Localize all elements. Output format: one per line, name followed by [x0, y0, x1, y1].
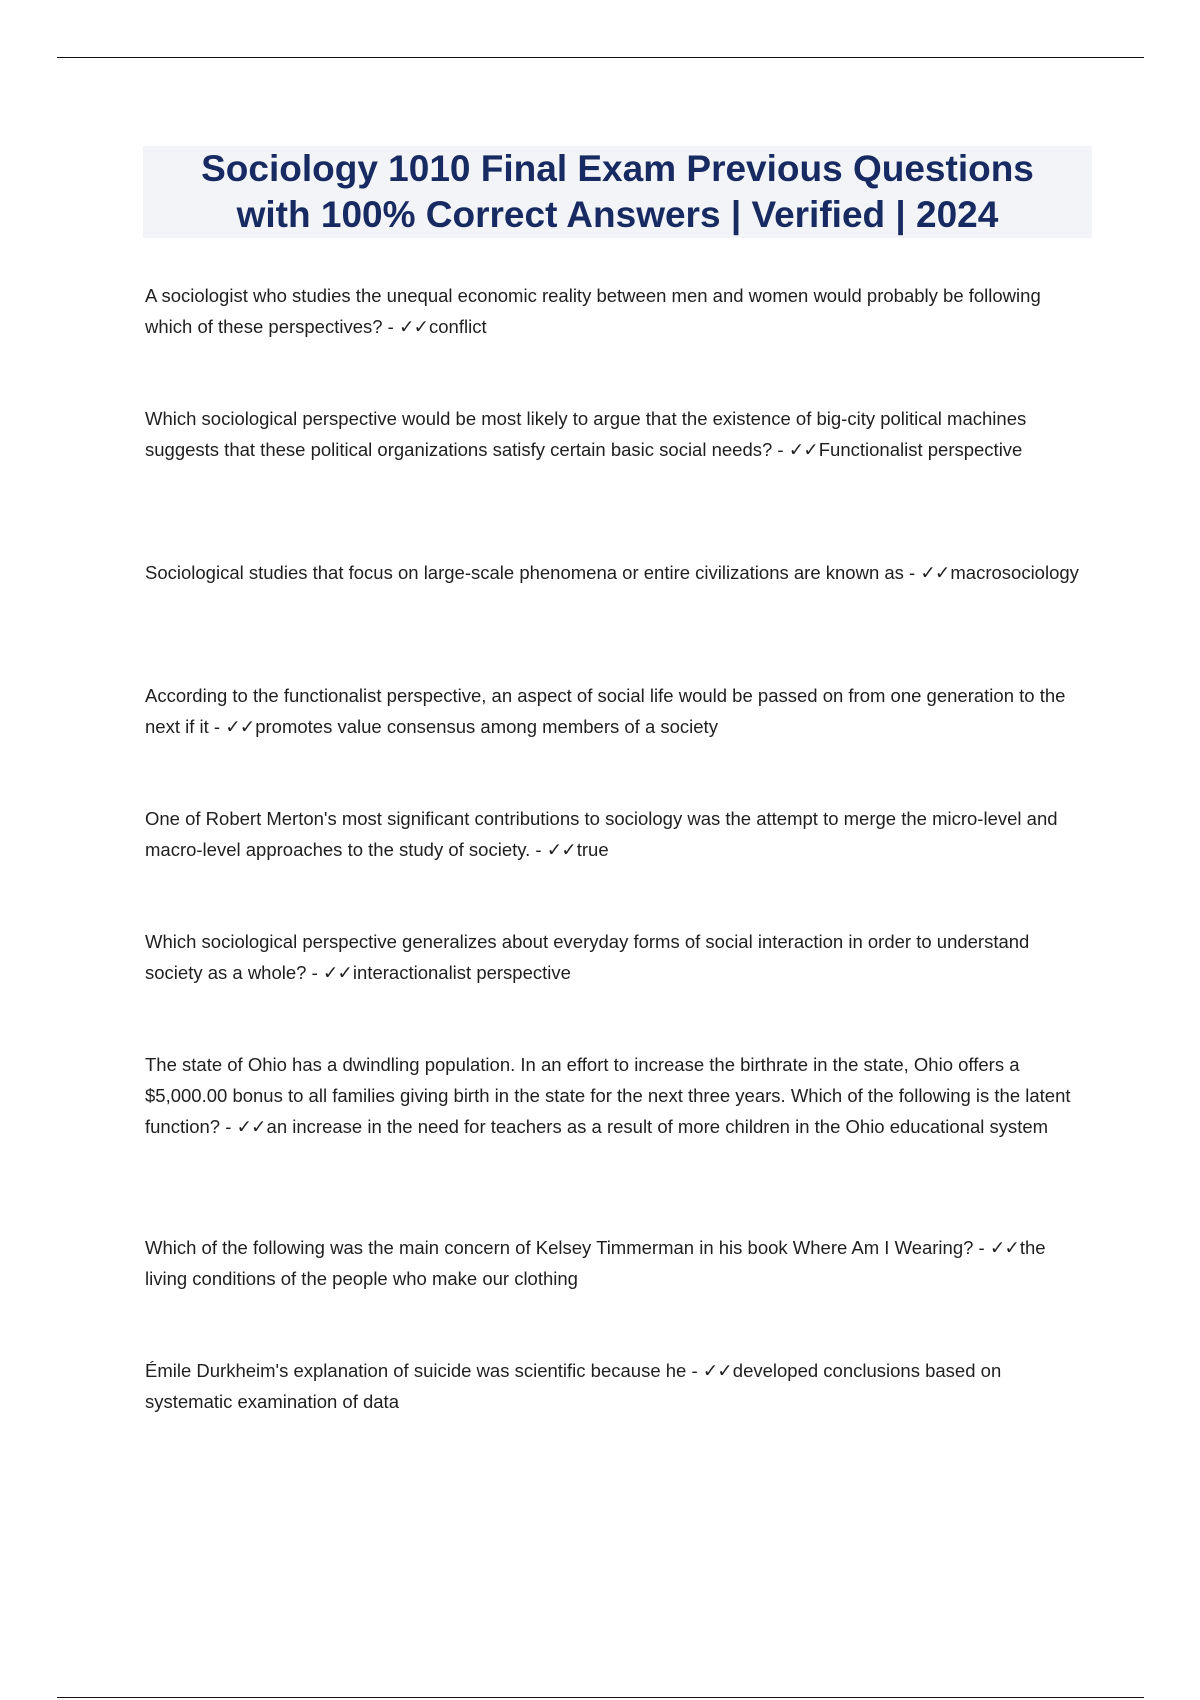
- question-text: One of Robert Merton's most significant contributions to sociology was the attempt to merge the micro-level and macro-level approaches to the study of society. -: [145, 808, 1058, 860]
- document-title: [201, 146, 1034, 238]
- question-text: According to the functionalist perspective, an aspect of social life would be passed on from one generation to the next if it -: [145, 685, 1066, 737]
- qa-item: [145, 1355, 1085, 1417]
- question-text: A sociologist who studies the unequal economic reality between men and women would probably be following which of these perspectives? -: [145, 285, 1041, 337]
- title-line-1: Sociology 1010 Final Exam Previous Questions: [201, 148, 1034, 189]
- answer-text: macrosociology: [950, 562, 1079, 583]
- qa-item: [145, 803, 1085, 865]
- answer-text: developed conclusions based on systematic examination of data: [145, 1360, 1002, 1412]
- double-check-icon: ✓✓: [546, 839, 576, 860]
- qa-item: [145, 926, 1085, 988]
- question-text: Émile Durkheim's explanation of suicide was scientific because he -: [145, 1360, 703, 1381]
- answer-text: an increase in the need for teachers as a result of more children in the Ohio educational system: [266, 1116, 1049, 1137]
- answer-text: conflict: [429, 316, 487, 337]
- answer-text: promotes value consensus among members of a society: [255, 716, 718, 737]
- double-check-icon: ✓✓: [225, 716, 255, 737]
- answer-text: the living conditions of the people who make our clothing: [145, 1237, 1046, 1289]
- title-banner: [143, 146, 1092, 238]
- answer-text: interactionalist perspective: [352, 962, 571, 983]
- qa-item: [145, 557, 1085, 588]
- double-check-icon: ✓✓: [920, 562, 950, 583]
- top-rule: [57, 57, 1144, 58]
- qa-item: [145, 280, 1085, 342]
- question-text: The state of Ohio has a dwindling population. In an effort to increase the birthrate in the state, Ohio offers a $5,000.00 bonus to all families giving birth in the state for the next three years. Which of the following is the latent function? -: [145, 1054, 1071, 1137]
- question-text: Which sociological perspective would be most likely to argue that the existence of big-city political machines suggests that these political organizations satisfy certain basic social needs? -: [145, 408, 1027, 460]
- double-check-icon: ✓✓: [236, 1116, 266, 1137]
- question-text: Which sociological perspective generalizes about everyday forms of social interaction in order to understand society as a whole? -: [145, 931, 1030, 983]
- double-check-icon: ✓✓: [788, 439, 818, 460]
- question-text: Which of the following was the main concern of Kelsey Timmerman in his book Where Am I Wearing? -: [145, 1237, 990, 1258]
- double-check-icon: ✓✓: [399, 316, 429, 337]
- double-check-icon: ✓✓: [702, 1360, 732, 1381]
- qa-item: [145, 1049, 1085, 1142]
- answer-text: Functionalist perspective: [818, 439, 1023, 460]
- bottom-rule: [57, 1697, 1144, 1698]
- double-check-icon: ✓✓: [322, 962, 352, 983]
- qa-item: [145, 680, 1085, 742]
- qa-item: [145, 1232, 1085, 1294]
- title-line-2: with 100% Correct Answers | Verified | 2024: [236, 194, 999, 235]
- answer-text: true: [576, 839, 609, 860]
- double-check-icon: ✓✓: [989, 1237, 1019, 1258]
- qa-item: [145, 403, 1085, 465]
- question-text: Sociological studies that focus on large-scale phenomena or entire civilizations are known as -: [145, 562, 921, 583]
